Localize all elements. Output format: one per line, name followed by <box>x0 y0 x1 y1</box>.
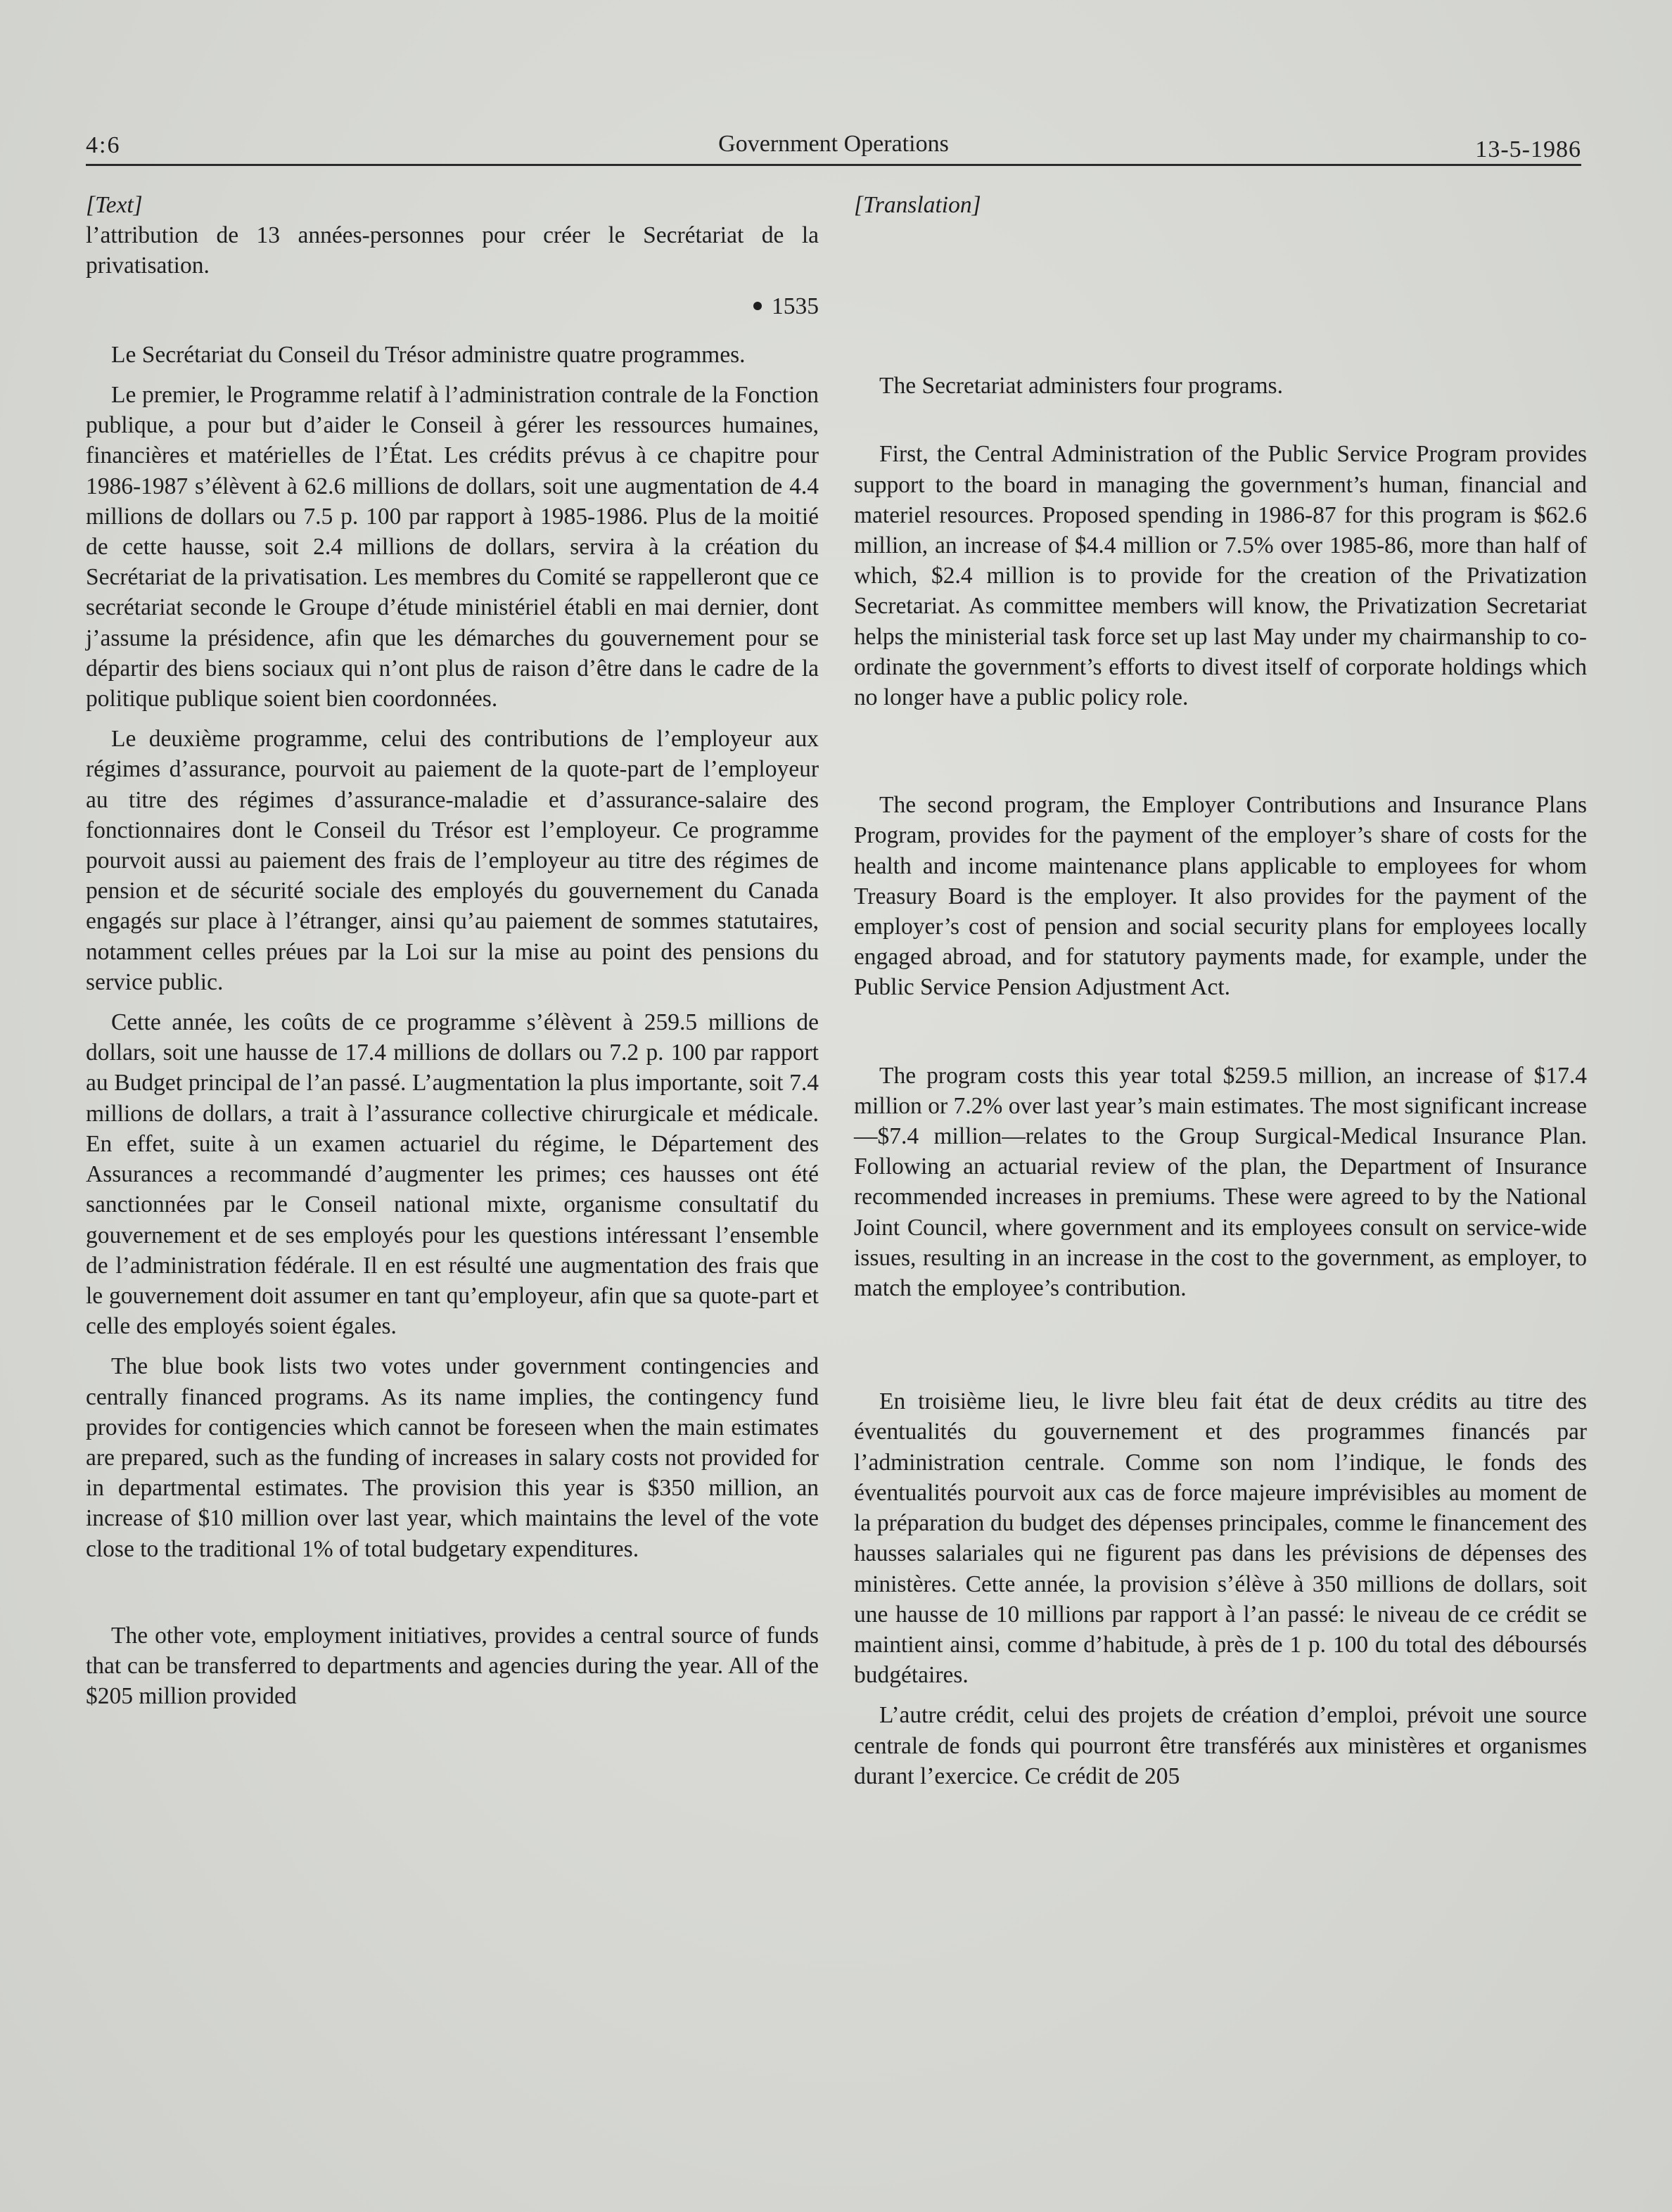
page-header <box>86 127 1581 163</box>
right-paragraph-6: L’autre crédit, celui des projets de création d’emploi, prévoit une source centrale de fonds qui pourront être transférés aux ministères et organismes durant l’exercice. Ce crédit de 205 <box>854 1702 1587 1789</box>
left-paragraph-6: The other vote, employment initiatives, provides a central source of funds that can be transferred to departments and agencies during the year. All of the $205 million provided <box>86 1622 819 1710</box>
right-column <box>854 190 1587 1801</box>
spacer <box>854 1013 1587 1061</box>
left-paragraph-5: The blue book lists two votes under government contingencies and centrally financed programs. As its name implies, the contingency fund provides for contigencies which cannot be foreseen when the main estimates are prepared, such as the funding of increases in salary costs not provided for in departmental estimates. The provision this year is $350 million, an increase of $10 million over last year, which maintains the level of the vote close to the traditional 1% of total budgetary expenditures. <box>86 1353 819 1562</box>
left-paragraph-2: Le premier, le Programme relatif à l’administration contrale de la Fonction publique, a pour but d’aider le Conseil à gérer les ressources humaines, financières et matérielles de l’État. Les crédits prévus à ce chapitre pour 1986-1987 s’élèvent à 62.6 millions de dollars, soit une augmentation de 4.4 millions de dollars ou 7.5 p. 100 par rapport à 1985-1986. Plus de la moitié de cette hausse, soit 2.4 millions de dollars, servira à la création du Secrétariat de la privatisation. Les membres du Comité se rappelleront que ce secrétariat seconde le Groupe d’étude ministériel établi en mai dernier, dont j’assume la présidence, afin que les démarches du gouvernement pour se départir des biens sociaux qui n’ont plus de raison d’être dans le cadre de la politique publique soient bien coordonnées. <box>86 382 819 712</box>
right-paragraph-1: The Secretariat administers four programs. <box>879 373 1283 399</box>
header-rule <box>86 164 1581 166</box>
left-paragraph-0: l’attribution de 13 années-personnes pour créer le Secrétariat de la privatisation. <box>86 222 819 279</box>
right-paragraph-3: The second program, the Employer Contributions and Insurance Plans Program, provides for the payment of the employer’s share of costs for the health and income maintenance plans applicable to employees for whom Treasury Board is the employer. It also provides for the payment of the employer’s cost of pension and social security plans for employees locally engaged abroad, and for statutory payments made, for example, under the Public Service Pension Adjustment Act. <box>854 792 1587 1001</box>
left-paragraph-4: Cette année, les coûts de ce programme s’élèvent à 259.5 millions de dollars, soit une hausse de 17.4 millions de dollars ou 7.2 p. 100 par rapport au Budget principal de l’an passé. L’augmentation la plus importante, soit 7.4 millions de dollars, a trait à l’assurance collective chirurgicale et médicale. En effet, suite à un examen actuariel du régime, le Département des Assurances a recommandé d’augmenter les primes; ces hausses ont été sanctionnées par le Conseil national mixte, organisme consultatif du gouvernement et de ses employés pour les questions intéressant l’ensemble de l’administration fédérale. Il en est résulté une augmentation des frais que le gouvernement doit assumer en tant qu’employeur, afin que sa quote-part et celle des employés soient égales. <box>86 1009 819 1340</box>
time-marker <box>86 291 819 321</box>
text-tag: [Text] <box>86 192 143 218</box>
right-paragraph-4: The program costs this year total $259.5 million, an increase of $17.4 million or 7.2% over last year’s main estimates. The most significant increase—$7.4 million—relates to the Group Surgical-Medical Insurance Plan. Following an actuarial review of the plan, the Department of Insurance recommended increases in premiums. These were agreed to by the National Joint Council, where government and its employees consult on service-wide issues, resulting in an increase in the cost to the government, as employer, to match the employee’s contribution. <box>854 1062 1587 1302</box>
spacer <box>86 1574 819 1620</box>
left-column <box>86 190 819 1721</box>
spacer <box>854 1313 1587 1386</box>
page-date: 13-5-1986 <box>1475 136 1581 162</box>
spacer <box>854 220 1587 371</box>
right-paragraph-2: First, the Central Administration of the Public Service Program provides support to the board in managing the government’s human, financial and materiel resources. Proposed spending in 1986-87 for this program is $62.6 million, an increase of $4.4 million or 7.5% over 1985-86, more than half of which, $2.4 million is to provide for the creation of the Privatization Secretariat. As committee members will know, the Privatization Secretariat helps the ministerial task force set up last May under my chairmanship to co-ordinate the government’s efforts to divest itself of corporate holdings which no longer have a public policy role. <box>854 441 1587 711</box>
page-number: 4:6 <box>86 132 121 158</box>
left-paragraph-1: Le Secrétariat du Conseil du Trésor administre quatre programmes. <box>111 341 746 368</box>
time-marker-text: 1535 <box>772 293 819 319</box>
running-title: Government Operations <box>718 131 949 157</box>
left-paragraph-3: Le deuxième programme, celui des contributions de l’employeur aux régimes d’assurance, pourvoit au paiement de la quote-part de l’employeur au titre des régimes d’assurance-maladie et d’assurance-salaire des fonctionnaires dont le Conseil du Trésor est l’employeur. Ce programme pourvoit aussi au paiement des frais de l’employeur au titre des régimes de pension et de sécurité sociale des employés du gouvernement du Canada engagés sur place à l’étranger, ainsi qu’au paiement de sommes statutaires, notamment celles préues par la Loi sur la mise au point des pensions du service public. <box>86 726 819 995</box>
translation-tag: [Translation] <box>854 192 981 218</box>
right-paragraph-5: En troisième lieu, le livre bleu fait état de deux crédits au titre des éventualités du gouvernement et des programmes financés par l’administration centrale. Comme son nom l’indique, le fonds des éventualités pourvoit aux cas de force majeure imprévisibles au moment de la préparation du budget des dépenses principales, comme le financement des hausses salariales qui ne figurent pas dans les prévisions de dépenses des ministères. Cette année, la provision s’élève à 350 millions de dollars, soit une hausse de 10 millions par rapport à l’an passé: le niveau de ce crédit se maintient ainsi, comme d’habitude, à près de 1 p. 100 du total des déboursés budgétaires. <box>854 1388 1587 1689</box>
spacer <box>854 411 1587 439</box>
bullet-icon <box>753 302 762 310</box>
spacer <box>854 722 1587 790</box>
